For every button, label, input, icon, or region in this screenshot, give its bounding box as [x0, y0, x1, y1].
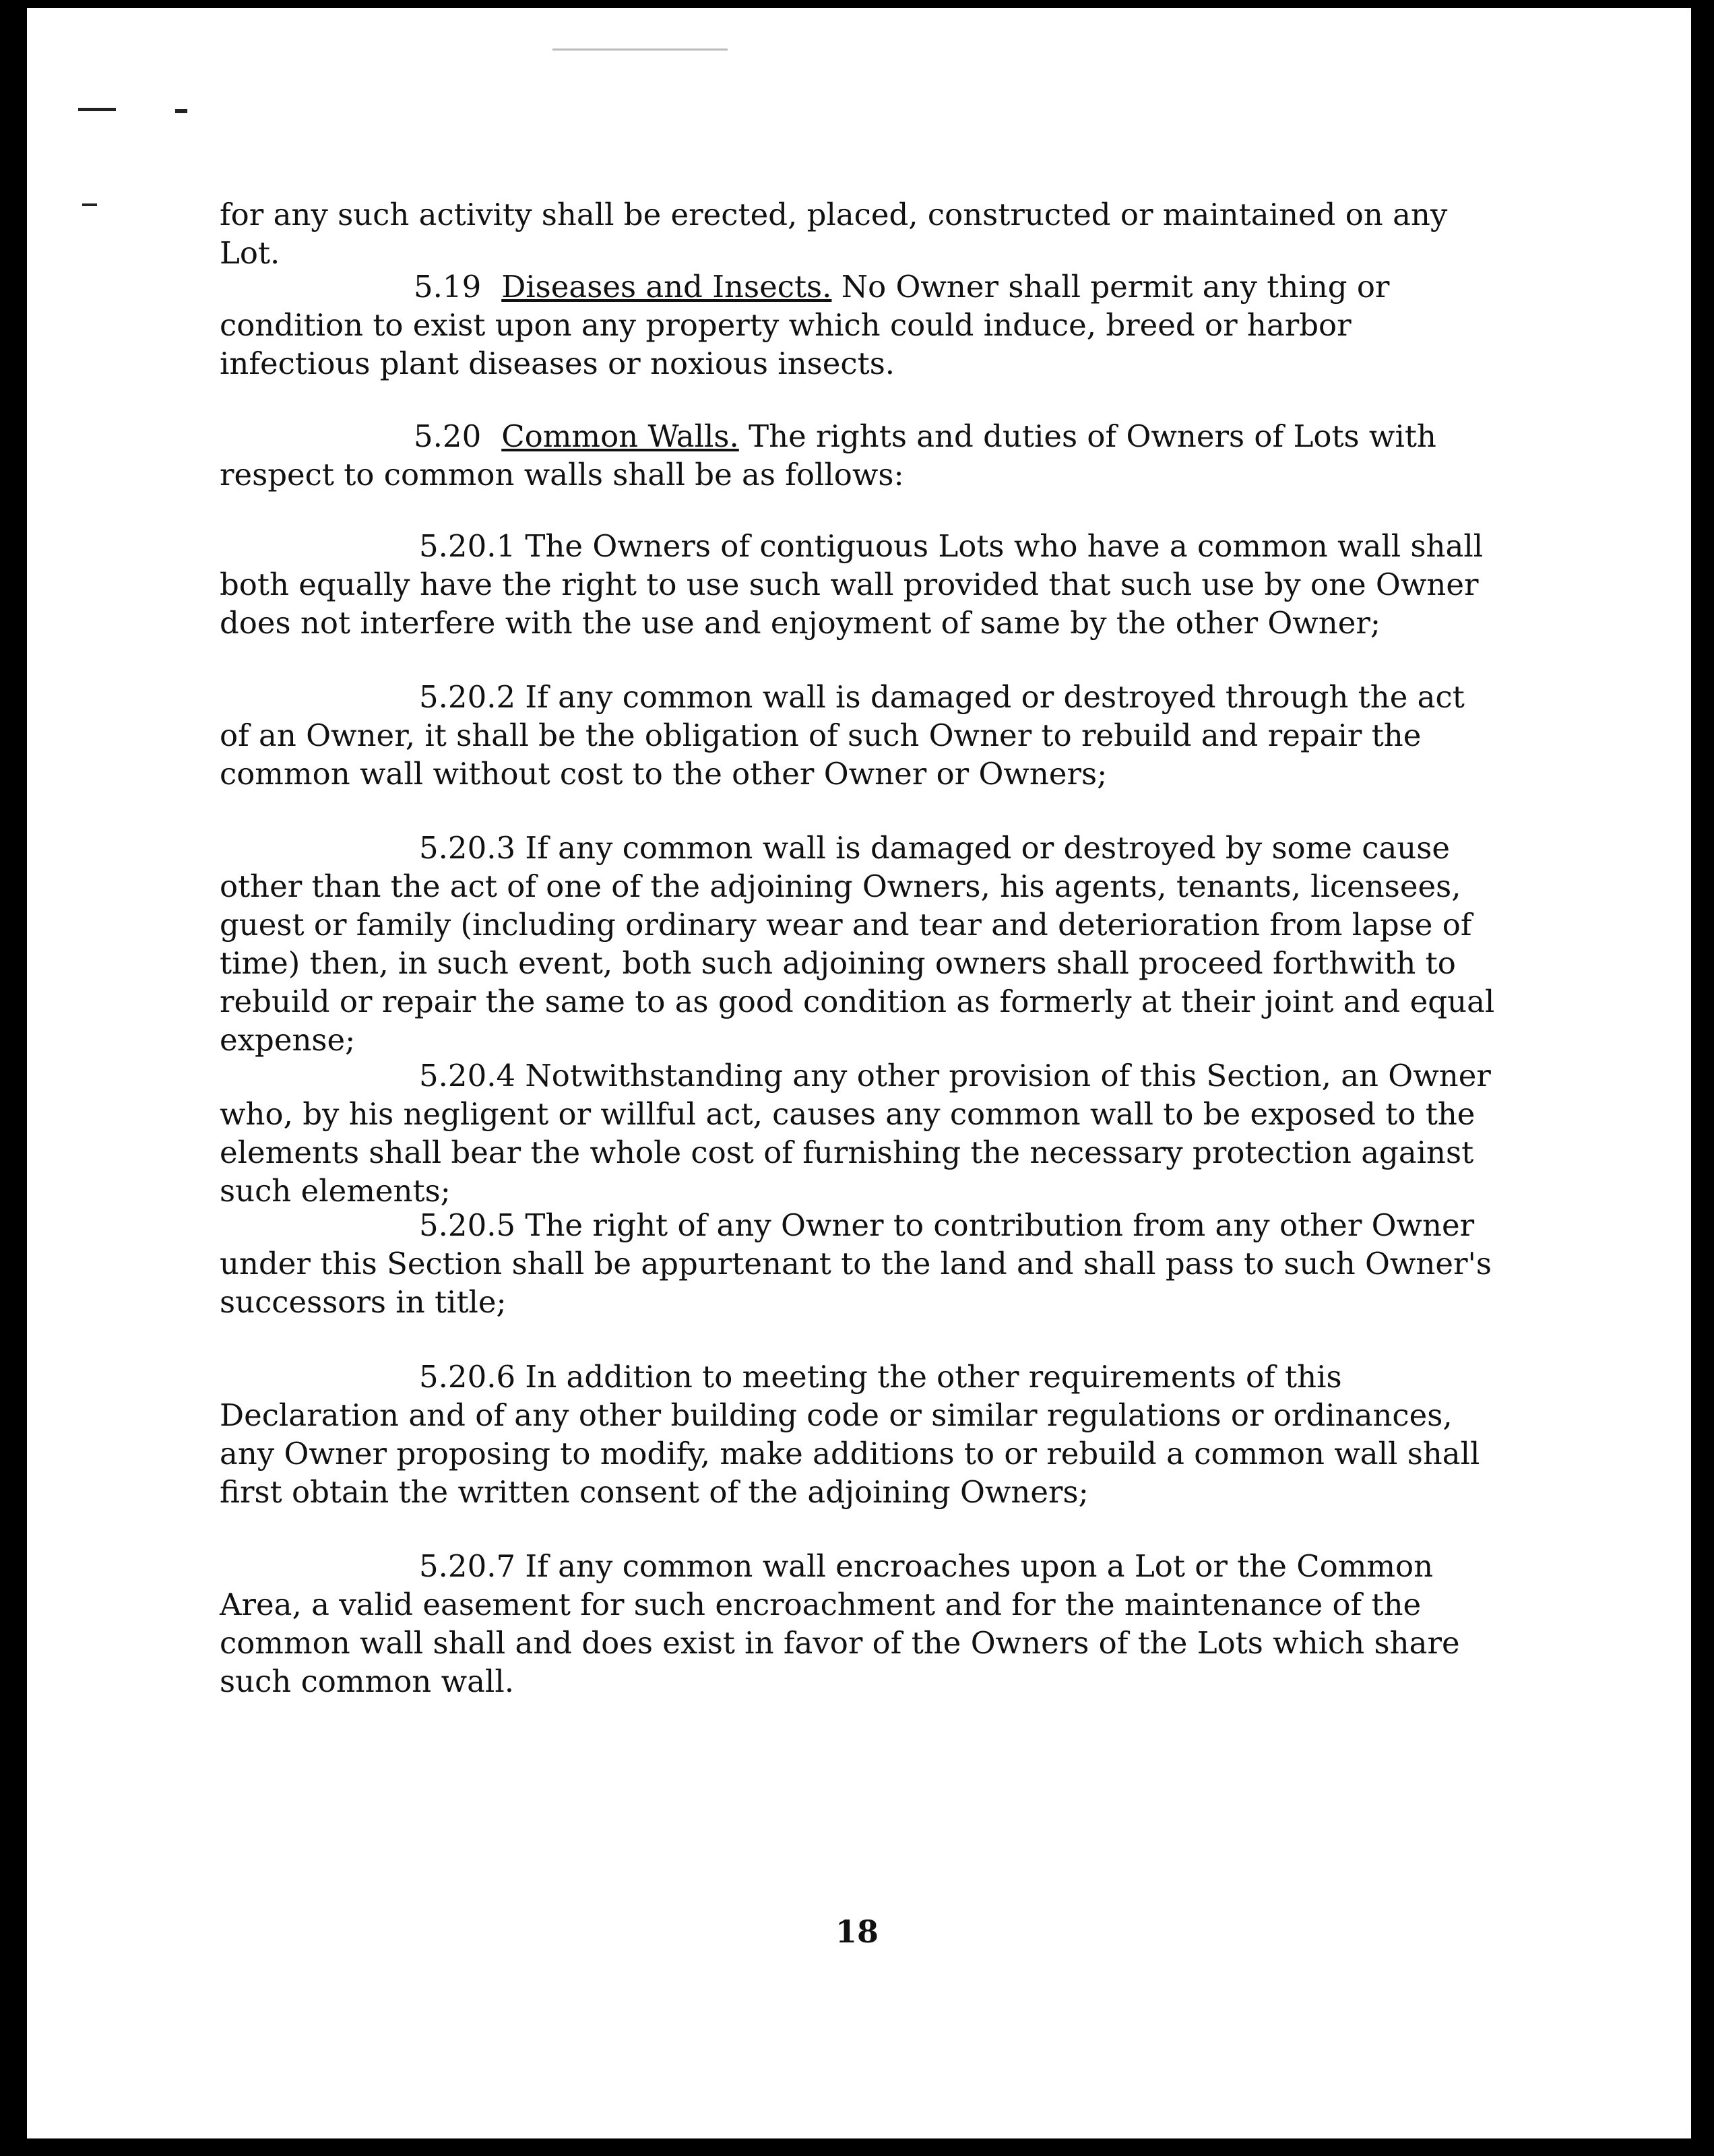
section-5-20: [220, 417, 1500, 494]
scan-artifact: [175, 109, 187, 113]
section-body: No Owner shall permit any thing or condition to exist upon any property which could induce, breed or harbor infectious plant diseases or noxious insects.: [220, 269, 1390, 381]
subsection-5-20-2: 5.20.2 If any common wall is damaged or destroyed through the act of an Owner, it shall be the obligation of such Owner to rebuild and repair the common wall without cost to the other Owner or Owners;: [220, 679, 1465, 792]
section-title: Diseases and Insects.: [501, 269, 832, 305]
scan-artifact: [82, 203, 97, 206]
scan-artifact: [552, 49, 728, 51]
subsection-5-20-4: 5.20.4 Notwithstanding any other provision of this Section, an Owner who, by his negligent or willful act, causes any common wall to be exposed to the elements shall bear the whole cost of furnishing the necessary protection against such elements;: [220, 1058, 1491, 1209]
subsection-5-20-5: 5.20.5 The right of any Owner to contribution from any other Owner under this Section shall be appurtenant to the land and shall pass to such Owner's successors in title;: [220, 1207, 1492, 1320]
section-body: The rights and duties of Owners of Lots with respect to common walls shall be as follows:: [220, 418, 1436, 493]
section-number: 5.20: [414, 418, 482, 454]
subsection-5-20-6: 5.20.6 In addition to meeting the other requirements of this Declaration and of any other building code or similar regulations or ordinances, any Owner proposing to modify, make additions to or rebuild a common wall shall first obtain the written consent of the adjoining Owners;: [220, 1359, 1480, 1510]
subsection-5-20-7: 5.20.7 If any common wall encroaches upon a Lot or the Common Area, a valid easement for such encroachment and for the maintenance of the common wall shall and does exist in favor of the Owners of the Lots which share such common wall.: [220, 1548, 1460, 1699]
section-5-19: [220, 267, 1500, 383]
section-number: 5.19: [414, 269, 482, 305]
continuation-line: for any such activity shall be erected, placed, constructed or maintained on any Lot.: [220, 197, 1448, 271]
subsection-5-20-1: 5.20.1 The Owners of contiguous Lots who have a common wall shall both equally have the right to use such wall provided that such use by one Owner does not interfere with the use and enjoyment of same by the other Owner;: [220, 528, 1484, 641]
subsection-5-20-3: 5.20.3 If any common wall is damaged or destroyed by some cause other than the act of one of the adjoining Owners, his agents, tenants, licensees, guest or family (including ordinary wear and tear and deterioration from lapse of time) then, in such event, both such adjoining owners shall proceed forthwith to rebuild or repair the same to as good condition as formerly at their joint and equal expense;: [220, 830, 1495, 1058]
page-number: 18: [835, 1913, 879, 1950]
scan-artifact: [78, 108, 116, 111]
section-title: Common Walls.: [501, 418, 739, 454]
